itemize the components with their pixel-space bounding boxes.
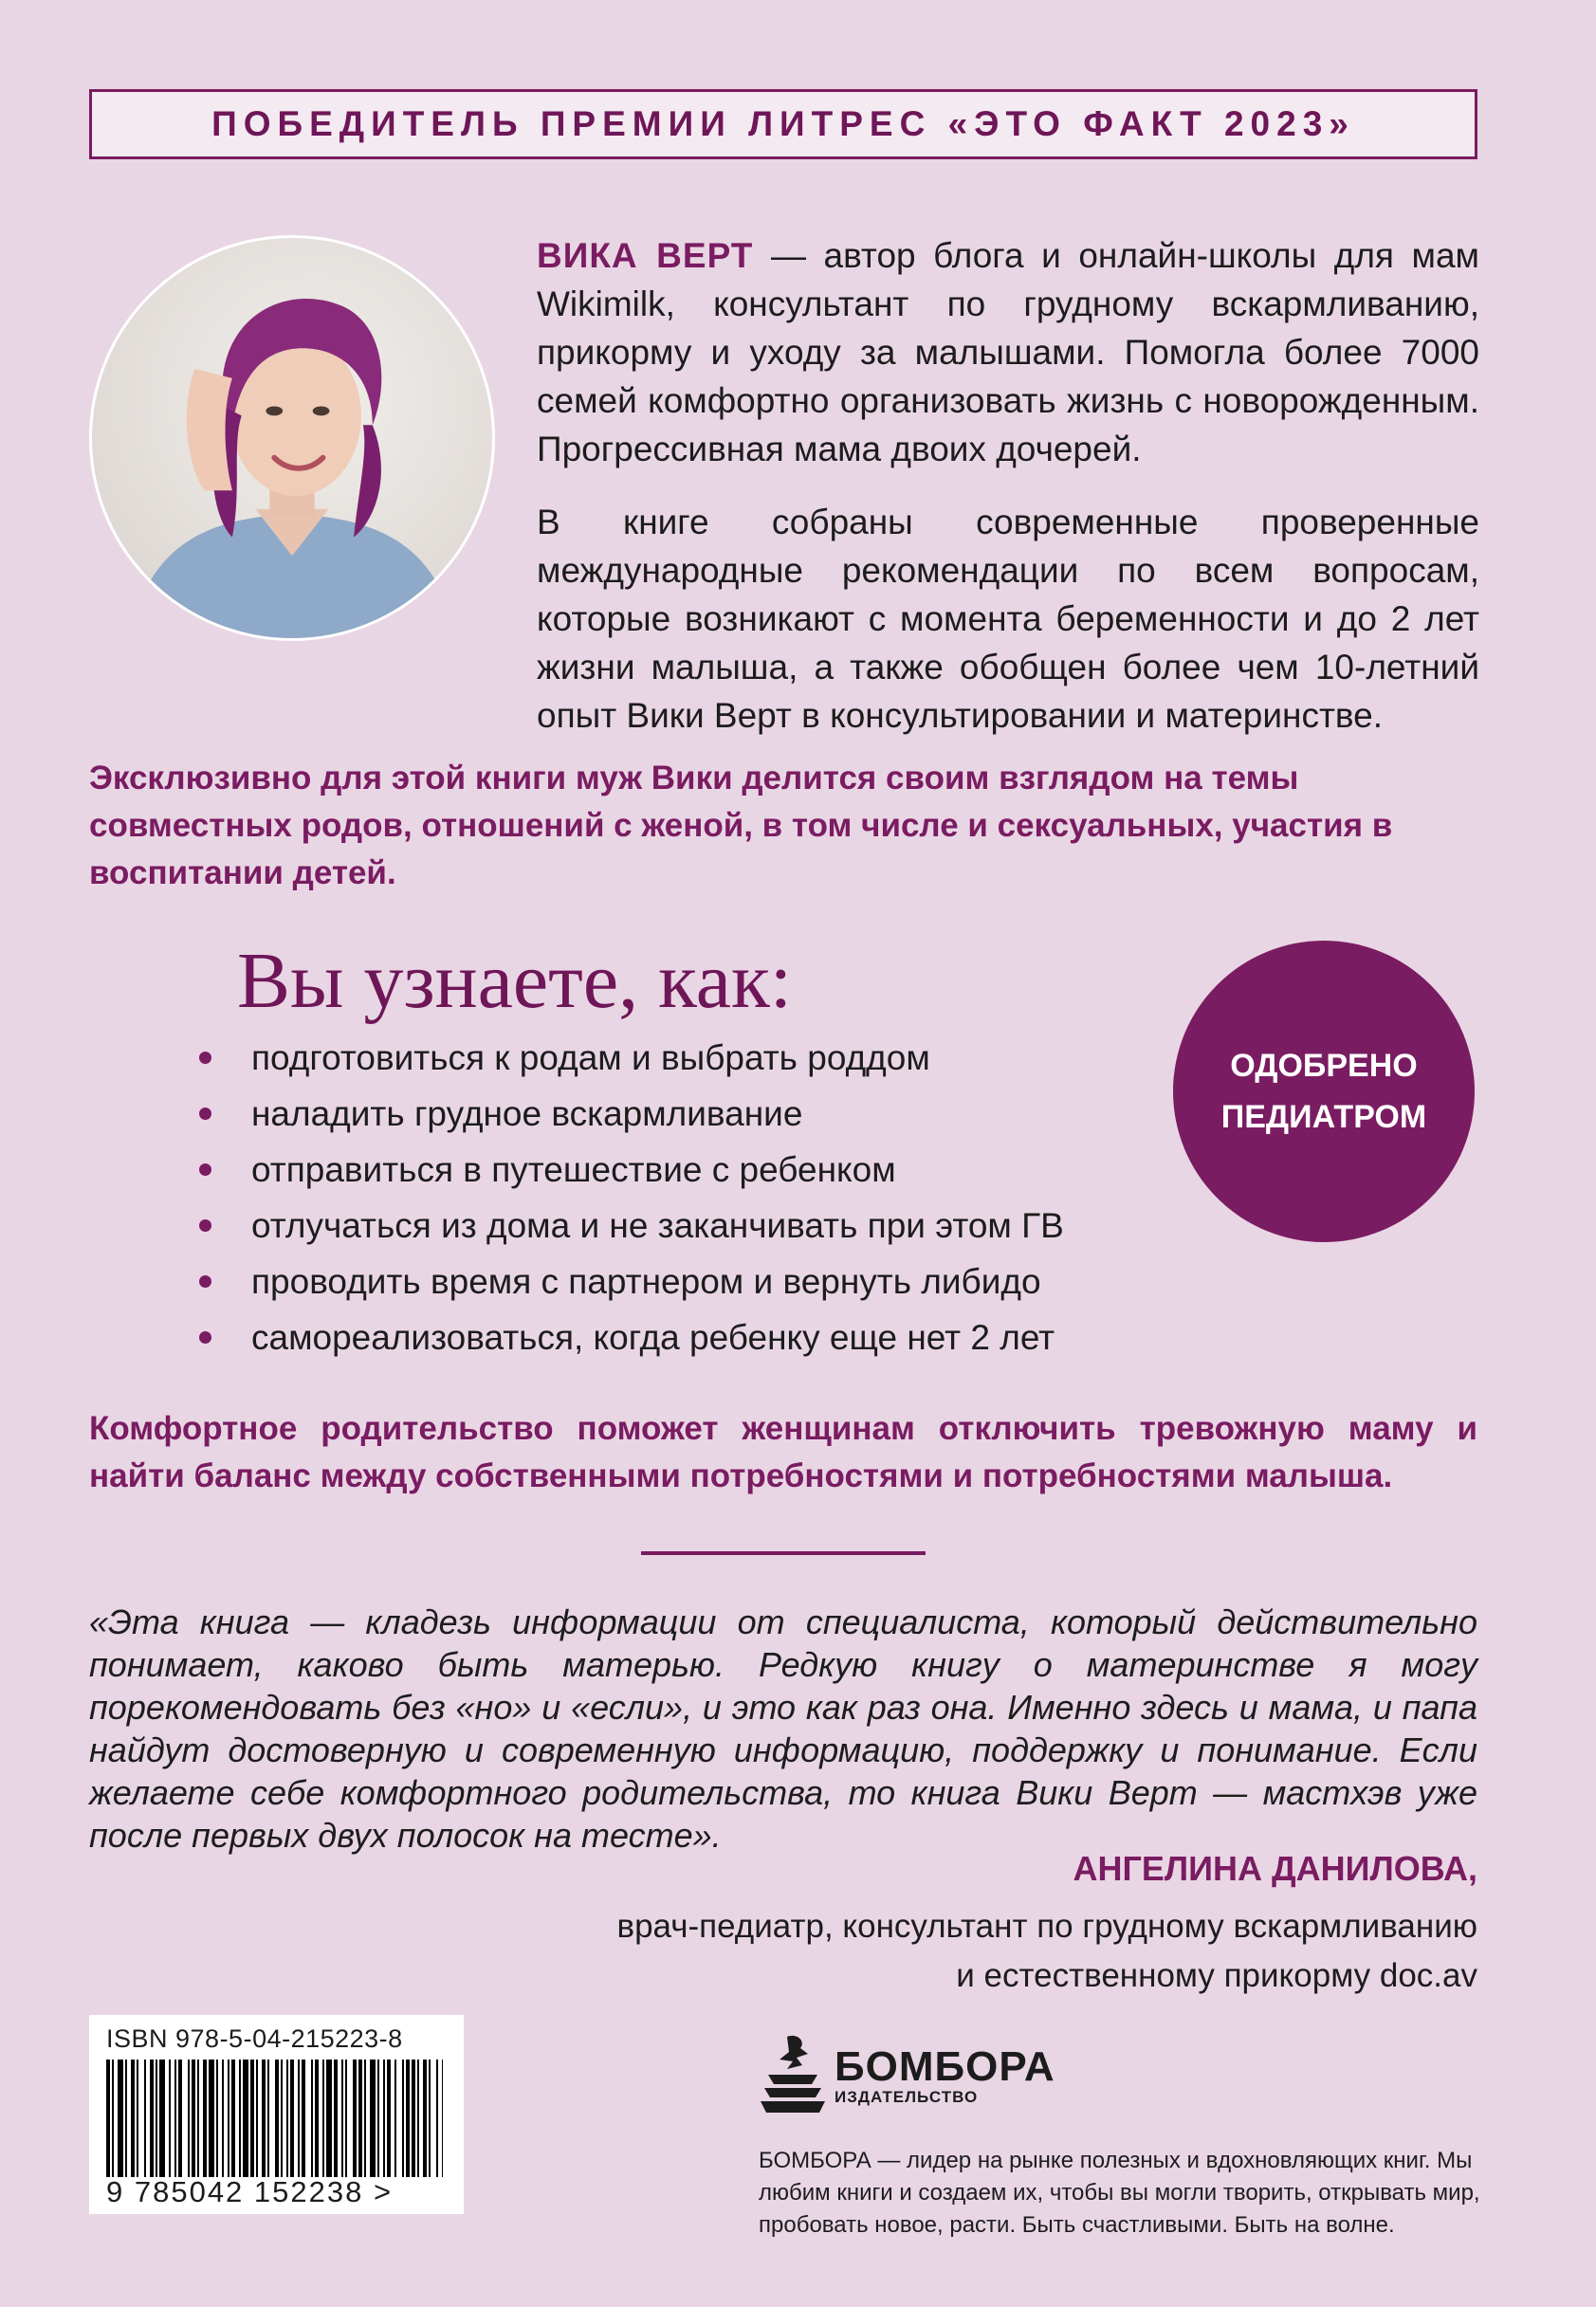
barcode-bar	[281, 2060, 283, 2177]
barcode-digits: 9 785042 152238 >	[106, 2175, 394, 2208]
bullet-icon	[199, 1108, 211, 1120]
barcode-bar	[256, 2060, 258, 2177]
barcode-bar	[169, 2060, 171, 2177]
list-item	[199, 1198, 1064, 1254]
barcode-bar	[377, 2060, 379, 2177]
barcode-bar	[326, 2060, 332, 2177]
list-item-text: отправиться в путешествие с ребенком	[251, 1149, 896, 1189]
barcode-bar	[387, 2060, 391, 2177]
barcode-bar	[429, 2060, 431, 2177]
author-intro: — автор блога и онлайн-школы для мам Wikimilk, консультант по грудному вскармливанию, прикорму и уходу за малышами. Помогла более 7000 семей комфортно организовать жизнь с новорожденным. Прогрессивная мама двоих дочерей.	[537, 236, 1479, 468]
barcode-bar	[370, 2060, 376, 2177]
publisher-logo-icon	[759, 2033, 827, 2120]
quote-author-role	[616, 1902, 1477, 2001]
barcode-bar	[106, 2060, 110, 2177]
quote-author: АНГЕЛИНА ДАНИЛОВА,	[1073, 1849, 1477, 1888]
barcode-bar	[216, 2060, 218, 2177]
author-portrait-illustration	[92, 238, 492, 638]
barcode-bar	[262, 2060, 266, 2177]
divider	[641, 1551, 926, 1555]
author-name: ВИКА ВЕРТ	[537, 236, 754, 275]
barcode-bar	[345, 2060, 347, 2177]
badge-line-1: ОДОБРЕНО	[1230, 1048, 1418, 1084]
quote-role-line-2: и естественному прикорму doc.av	[956, 1957, 1477, 1994]
barcode-bar	[250, 2060, 254, 2177]
list-item	[199, 1309, 1064, 1365]
barcode-bar	[203, 2060, 207, 2177]
barcode-bar	[188, 2060, 190, 2177]
publisher-block	[759, 2029, 1498, 2242]
barcode-bar	[209, 2060, 214, 2177]
barcode-bar	[423, 2060, 427, 2177]
barcode-bar	[112, 2060, 114, 2177]
author-photo	[89, 235, 495, 641]
badge-line-2: ПЕДИАТРОМ	[1220, 1099, 1427, 1135]
list-item	[199, 1030, 1064, 1086]
barcode-bar	[159, 2060, 165, 2177]
barcode-bar	[358, 2060, 362, 2177]
bullet-icon	[199, 1163, 211, 1176]
exclusive-note: Эксклюзивно для этой книги муж Вики делится своим взглядом на темы совместных родов, отношений с женой, в том числе и сексуальных, участия в воспитании детей.	[89, 760, 1393, 891]
award-banner	[89, 89, 1477, 159]
barcode-bar	[406, 2060, 410, 2177]
pediatrician-approved-badge	[1173, 941, 1475, 1242]
barcode-bar	[353, 2060, 357, 2177]
barcode-bar	[243, 2060, 248, 2177]
barcode-bar	[131, 2060, 135, 2177]
publisher-description: БОМБОРА — лидер на рынке полезных и вдохновляющих книг. Мы любим книги и создаем их, чтобы вы могли творить, открывать мир, пробовать новое, расти. Быть счастливыми. Быть на волне.	[759, 2148, 1480, 2238]
barcode-bar	[442, 2060, 443, 2177]
bullet-icon	[199, 1052, 211, 1064]
barcode-bar	[341, 2060, 343, 2177]
barcode-bar	[315, 2060, 319, 2177]
learn-list	[199, 1030, 1064, 1365]
publisher-logo	[759, 2029, 1498, 2124]
barcode-bar	[239, 2060, 241, 2177]
barcode-bar	[311, 2060, 313, 2177]
barcode-bar	[144, 2060, 146, 2177]
barcode-bar	[334, 2060, 338, 2177]
barcode-bar	[298, 2060, 300, 2177]
list-item-text: наладить грудное вскармливание	[251, 1093, 803, 1133]
barcode-bar	[178, 2060, 182, 2177]
barcode-bar	[125, 2060, 127, 2177]
barcode-bar	[192, 2060, 195, 2177]
barcode-bar	[150, 2060, 154, 2177]
barcode-bar	[402, 2060, 404, 2177]
learn-heading: Вы узнаете, как:	[237, 937, 793, 1025]
barcode-block	[89, 2015, 464, 2214]
barcode-bar	[137, 2060, 138, 2177]
barcode-bar	[436, 2060, 438, 2177]
barcode-bar	[394, 2060, 396, 2177]
publisher-wordmark	[835, 2043, 1055, 2107]
bullet-icon	[199, 1219, 211, 1232]
barcode-bar	[302, 2060, 305, 2177]
barcode-bar	[197, 2060, 199, 2177]
barcode-bar	[364, 2060, 366, 2177]
publisher-name: БОМБОРА	[835, 2043, 1055, 2090]
barcode-bar	[118, 2060, 123, 2177]
barcode-bar	[156, 2060, 157, 2177]
isbn-text: ISBN 978-5-04-215223-8	[106, 2024, 403, 2053]
barcode-bar	[228, 2060, 229, 2177]
book-description: В книге собраны современные проверенные международные рекомендации по всем вопросам, которые возникают с момента беременности и до 2 лет жизни малыша, а также обобщен более чем 10-летний опыт Вики Верт в консультировании и материнстве.	[537, 503, 1479, 735]
barcode-bar	[286, 2060, 288, 2177]
author-bio	[537, 231, 1479, 764]
barcode-bar	[267, 2060, 269, 2177]
publisher-subtitle: ИЗДАТЕЛЬСТВО	[835, 2088, 979, 2106]
review-quote: «Эта книга — кладезь информации от специалиста, который действительно понимает, каково быть матерью. Редкую книгу о материнстве я могу порекомендовать без «но» и «если», и это как раз она. Именно здесь и мама, и папа найдут достоверную и современную информацию, поддержку и понимание. Если желаете себе комфортного родительства, то книга Вики Верт — мастхэв уже после первых двух полосок на тесте».	[89, 1602, 1477, 1855]
barcode-bar	[290, 2060, 294, 2177]
list-item-text: проводить время с партнером и вернуть либидо	[251, 1261, 1041, 1301]
barcode-bar	[222, 2060, 224, 2177]
barcode-bars	[106, 2060, 447, 2177]
comfort-statement: Комфортное родительство поможет женщинам отключить тревожную маму и найти баланс между собственными потребностями и потребностями малыша.	[89, 1410, 1477, 1494]
barcode-bar	[322, 2060, 324, 2177]
barcode-bar	[174, 2060, 176, 2177]
award-text: ПОБЕДИТЕЛЬ ПРЕМИИ ЛИТРЕС «ЭТО ФАКТ 2023»	[211, 104, 1355, 143]
barcode-bar	[412, 2060, 415, 2177]
list-item-text: отлучаться из дома и не заканчивать при этом ГВ	[251, 1205, 1064, 1245]
barcode-bar	[417, 2060, 419, 2177]
quote-role-line-1: врач-педиатр, консультант по грудному вскармливанию	[616, 1908, 1477, 1945]
barcode-bar	[275, 2060, 279, 2177]
list-item	[199, 1142, 1064, 1198]
bullet-icon	[199, 1331, 211, 1344]
bullet-icon	[199, 1275, 211, 1288]
barcode-bar	[383, 2060, 385, 2177]
list-item-text: самореализоваться, когда ребенку еще нет 2 лет	[251, 1317, 1055, 1357]
list-item	[199, 1086, 1064, 1142]
barcode-bar	[231, 2060, 235, 2177]
author-bio-paragraph	[537, 231, 1479, 473]
list-item	[199, 1254, 1064, 1309]
list-item-text: подготовиться к родам и выбрать роддом	[251, 1037, 930, 1077]
